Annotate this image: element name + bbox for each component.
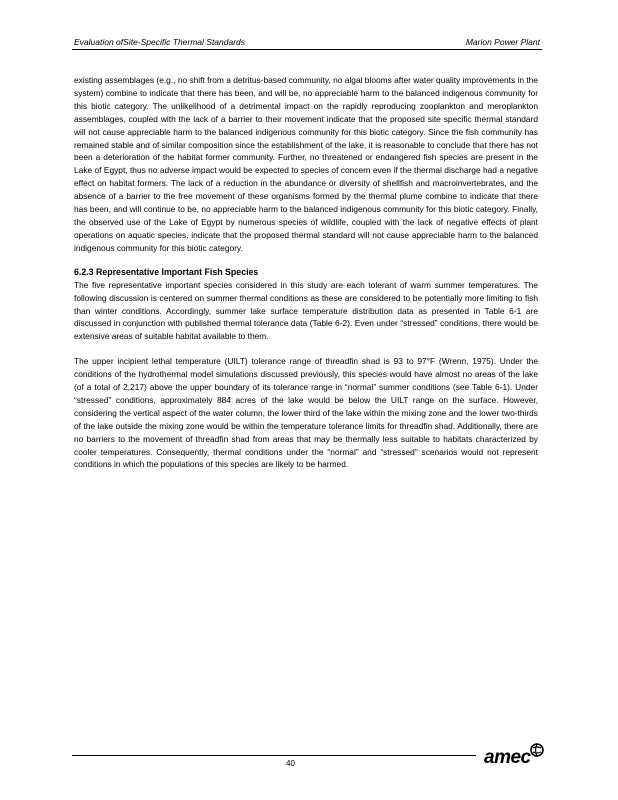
paragraph-threadfin-shad: The upper incipient lethal temperature (UILT) tolerance range of threadfin shad is 93 to 97°F (Wrenn, 1975). Under the conditions of the hydrothermal model simulations discussed previously, this species would have almost no areas of the lake (of a total of 2,217) above the upper boundary of its tolerance range in “normal” summer conditions (see Table 6-1). Under “stressed” conditions, approximately 884 acres of the lake would be below the UILT range on the surface. However, considering the vertical aspect of the water column, the lower third of the lake within the mixing zone and the lower two-thirds of the lake outside the mixing zone would be within the temperature tolerance limits for threadfin shad. Additionally, there are no barriers to the movement of threadfin shad from areas that may be thermally less suitable to habitats characterized by cooler temperatures. Consequently, thermal conditions under the “normal” and “stressed” scenarios would not represent conditions in which the populations of this species are likely to be harmed. — [74, 356, 538, 470]
footer-rule — [72, 755, 476, 756]
amec-globe-icon — [530, 743, 544, 757]
section-heading: 6.2.3 Representative Important Fish Species — [74, 266, 259, 277]
running-header — [72, 35, 542, 49]
page-body — [74, 74, 538, 471]
header-rule — [72, 49, 542, 50]
paragraph-rep-species: The five representative important species considered in this study are each tolerant of warm summer temperatures. The following discussion is centered on summer thermal conditions as these are considered to be potentially more limiting to fish than winter conditions. Accordingly, summer lake surface temperature distribution data as presented in Table 6-1 are discussed in conjunction with published thermal tolerance data (Table 6-2). Even under “stressed” conditions, there would be extensive areas of suitable habitat available to them. — [74, 279, 538, 342]
header-document-title: Evaluation ofSite-Specific Thermal Standards — [74, 37, 246, 47]
logo-wordmark: amec — [484, 747, 531, 768]
paragraph-biotic-summary: existing assemblages (e.g., no shift from a detritus-based community, no algal blooms after water quality improvements in the system) combine to indicate that there has been, and will be, no appreciable harm to the balanced indigenous community for this biotic category. The unlikelihood of a detrimental impact on the rapidly reproducing zooplankton and meroplankton assemblages, coupled with the lack of a barrier to their movement indicate that the proposed site specific thermal standard will not cause appreciable harm to the balanced indigenous community for this biotic category. Since the fish community has remained stable and of similar composition since the establishment of the lake, it is reasonable to conclude that there has not been a deterioration of the habitat former community. Further, no threatened or endangered fish species are present in the Lake of Egypt, thus no adverse impact would be expected to species of concern even if the thermal discharge had a negative effect on habitat formers. The lack of a reduction in the abundance or diversity of shellfish and macroinvertebrates, and the absence of a barrier to the free movement of these organisms formed by the thermal plume combine to indicate that there has been, and will continue to be, no appreciable harm to the balanced indigenous community for this biotic category. Finally, the observed use of the Lake of Egypt by numerous species of wildlife, coupled with the lack of negative effects of plant operations on aquatic species, indicate that the proposed thermal standard will not cause appreciable harm to the balanced indigenous community for this biotic category. — [74, 75, 538, 253]
amec-logo — [482, 741, 546, 773]
page-number: 40 — [286, 759, 295, 768]
header-project-name: Marion Power Plant — [465, 37, 540, 47]
